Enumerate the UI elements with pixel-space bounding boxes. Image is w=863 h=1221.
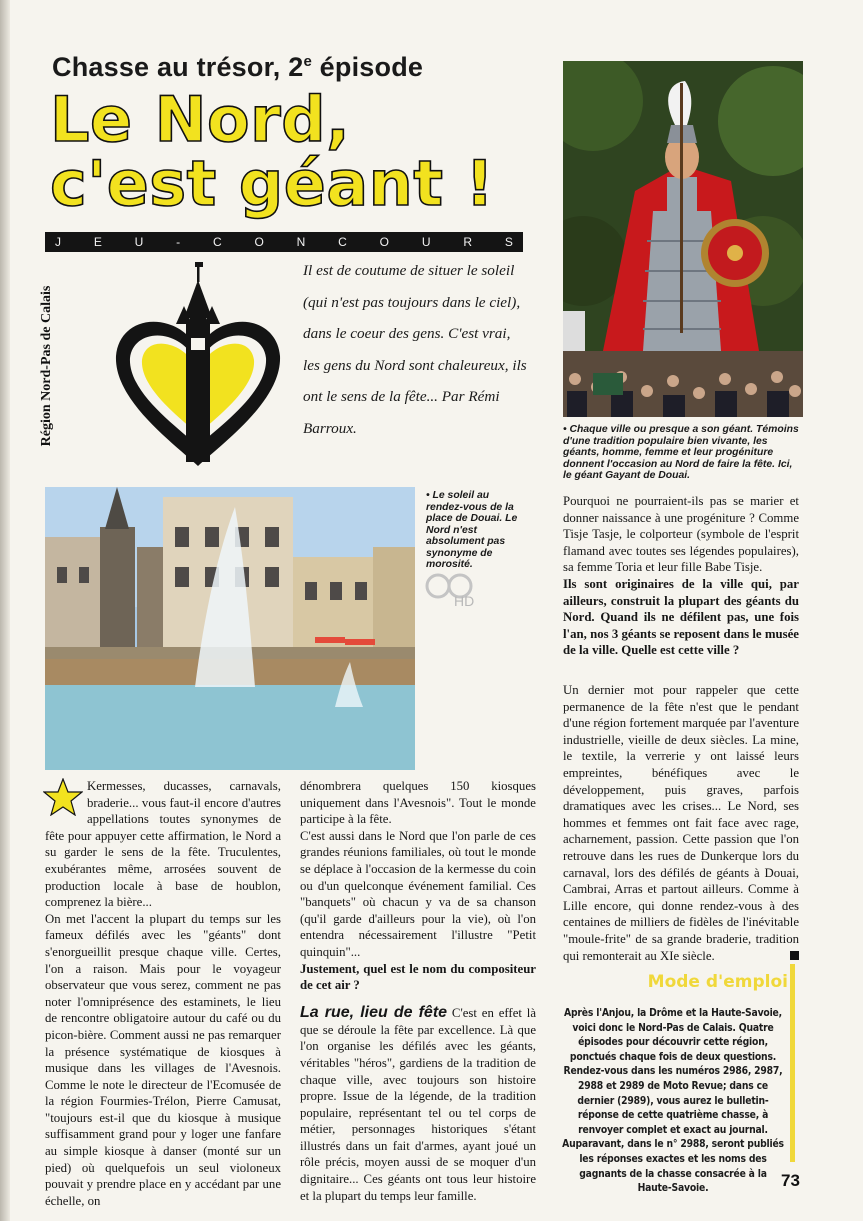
douai-plaza-photo (45, 487, 415, 770)
bar-letter: U (421, 235, 431, 249)
col2-paragraph-3: C'est en effet là que se déroule la fête par excellence. Là que l'on organise les défilés avec les géants, véritables "héros", gardiens de la tradition de chaque ville, avec toujours son histoire propre. Issue de la légende, de la tradition populaire, représentant tel ou tel corps de métier, personnages historiques s'étant illustrés dans un fait d'armes, ayant joué un rôle précis, moyen aussi de se moquer d'un dignitaire... Ces géants ont tous leur histoire et la plupart du temps leur famille. (300, 1005, 537, 1203)
bar-letter: E (93, 235, 102, 249)
page-binding-shadow (0, 0, 10, 1221)
bar-letter: J (55, 235, 61, 249)
subheading-la-rue: La rue, lieu de fête (300, 1003, 448, 1021)
question-city: Ils sont originaires de la ville qui, par ailleurs, construit la plupart des géants du Nord. Quand ils ne défilent pas, une fois l'an, nos 3 géants se reposent dans le musée de la ville. Quelle est cette ville ? (563, 576, 799, 658)
article-intro: Il est de coutume de situer le soleil (qui n'est pas toujours dans le ciel), dans le coeur des gens. C'est vrai, les gens du Nord sont chaleureux, ils ont le sens de la fête... Par Rémi Barroux. (303, 262, 527, 437)
giant-gayant-photo (563, 61, 803, 417)
bar-letter: S (504, 235, 513, 249)
col3-paragraph-1: Pourquoi ne pourraient-ils pas se marier et donner naissance à une progéniture ? Comme Tisje Tasje, le colporteur (symbole de l'esprit flamand avec toutes ses légendes populaires), sa femme Toria et leur fille Babe Tisje. (563, 494, 799, 575)
bar-letter: C (338, 235, 347, 249)
body-column-2 (300, 778, 536, 1204)
article-kicker: Chasse au trésor, 2e épisode (52, 52, 424, 82)
bar-letter: R (463, 235, 473, 249)
jeu-concours-bar (45, 232, 523, 252)
body-column-1 (45, 778, 281, 1209)
body-column-3 (563, 493, 799, 659)
mode-emploi-rule (790, 964, 795, 1162)
col1-paragraph-2: On met l'accent la plupart du temps sur les fameux défilés avec les "géants" dont s'enorgueillit presque chaque ville. Certes, l'on a raison. Mais pour le voyageur observateur que vous serez, comment ne pas noter l'omniprésence des estaminets, le lieu de rencontre obligatoire autour du café ou du picon-bière. Comment aussi ne pas remarquer la présence systématique de kiosques à musique dans les villages de l'Avesnois. Comme le note le directeur de l'Ecomusée de la région Fourmies-Trélon, Pierre Camusat, "toujours est-il que du kiosque à musique suffisamment grand pour y loger une fanfare au simple kiosque à danser (monté sur un pied) où quelquefois un seul violoneux pouvait y prendre place en y accédant par une échelle, on (45, 911, 281, 1208)
star-icon (43, 778, 83, 816)
end-of-article-mark (790, 951, 799, 960)
region-label: Région Nord-Pas de Calais (39, 285, 54, 447)
headline-line-1: Le Nord, (50, 83, 351, 156)
bar-letter: N (296, 235, 306, 249)
body-column-3-continued (563, 682, 799, 964)
col1-paragraph-1: Kermesses, ducasses, carnavals, braderie... vous faut-il encore d'autres appellations toutes synonymes de fête pour appuyer cette affirmation, le Nord a su garder le sens de la fête. Truculentes, exubérantes même, arrosées souvent de production locale à base de houblon, comprenez la bière... (45, 779, 281, 910)
question-composer: Justement, quel est le nom du compositeur de cet air ? (300, 961, 536, 993)
bar-letter: O (379, 235, 390, 249)
headline-line-2: c'est géant ! (50, 147, 495, 220)
hd-watermark-icon (424, 572, 484, 608)
col3-paragraph-2: Un dernier mot pour rappeler que cette permanence de la fête n'est que le pendant d'une région fortement marquée par l'aventure industrielle, vieille de deux siècles. La mine, le textile, la verrerie y ont laissé leurs empreintes, bénéfiques avec le développement, puis graves, parfois dramatiques avec les crises... Le Nord, ses hommes et femmes ont fait face avec rage, acharnement, passion. Cette passion que l'on retrouve dans les rues de Dunkerque lors du carnaval, lors des défilés de géants à Douai, Cambrai, Arras et partout ailleurs. Comme à Lille encore, qui donne rendez-vous à des centaines de milliers de fidèles de l'inévitable "moule-frite" de sa grande braderie, tradition qui remonterait au XIe siècle. (563, 683, 799, 963)
plaza-photo-caption: • Le soleil au rendez-vous de la place de Douai. Le Nord n'est absolument pas synonyme de morosité. (426, 490, 518, 570)
col2-paragraph-1: dénombrera quelques 150 kiosques uniquement dans l'Avesnois". Tout le monde participe à la fête. (300, 779, 536, 827)
watermark-text: HD (454, 593, 475, 608)
col2-paragraph-2: C'est aussi dans le Nord que l'on parle de ces grandes réunions familiales, où tout le monde se déplace à l'occasion de la kermesse du coin ou d'un quelconque événement familial. Ces "banquets" où chacun y va de sa chanson (qu'il garde d'ailleurs pour la vie), où l'on entendra nécessairement l'illustre "Petit quinquin"... (300, 828, 536, 959)
region-heart-belfry-icon (112, 260, 284, 470)
giant-photo-caption: • Chaque ville ou presque a son géant. Témoins d'une tradition populaire bien vivante, les géants, homme, femme et leur progéniture donnent l'occasion au Nord de faire la fête. Ici, le géant Gayant de Douai. (563, 424, 799, 481)
mode-emploi-title: Mode d'emploi (647, 972, 788, 992)
mode-emploi-text: Après l'Anjou, la Drôme et la Haute-Savoie, voici donc le Nord-Pas de Calais. Quatre épisodes pour découvrir cette région, ponctués chaque fois de deux questions. Rendez-vous dans les numéros 2986, 2987, 2988 et 2989 de Moto Revue; dans ce dernier (2989), vous aurez le bulletin-réponse de cette quatrième chasse, à renvoyer complet et exact au journal. Auparavant, dans le n° 2988, seront publiés les réponses exactes et les noms des gagnants de la chasse consacrée à la Haute-Savoie. (562, 1007, 784, 1195)
article-headline (50, 83, 550, 220)
page-number: 73 (781, 1171, 800, 1190)
bar-letter: U (134, 235, 144, 249)
bar-letter: - (176, 235, 181, 249)
bar-letter: C (213, 235, 222, 249)
bar-letter: O (254, 235, 264, 249)
